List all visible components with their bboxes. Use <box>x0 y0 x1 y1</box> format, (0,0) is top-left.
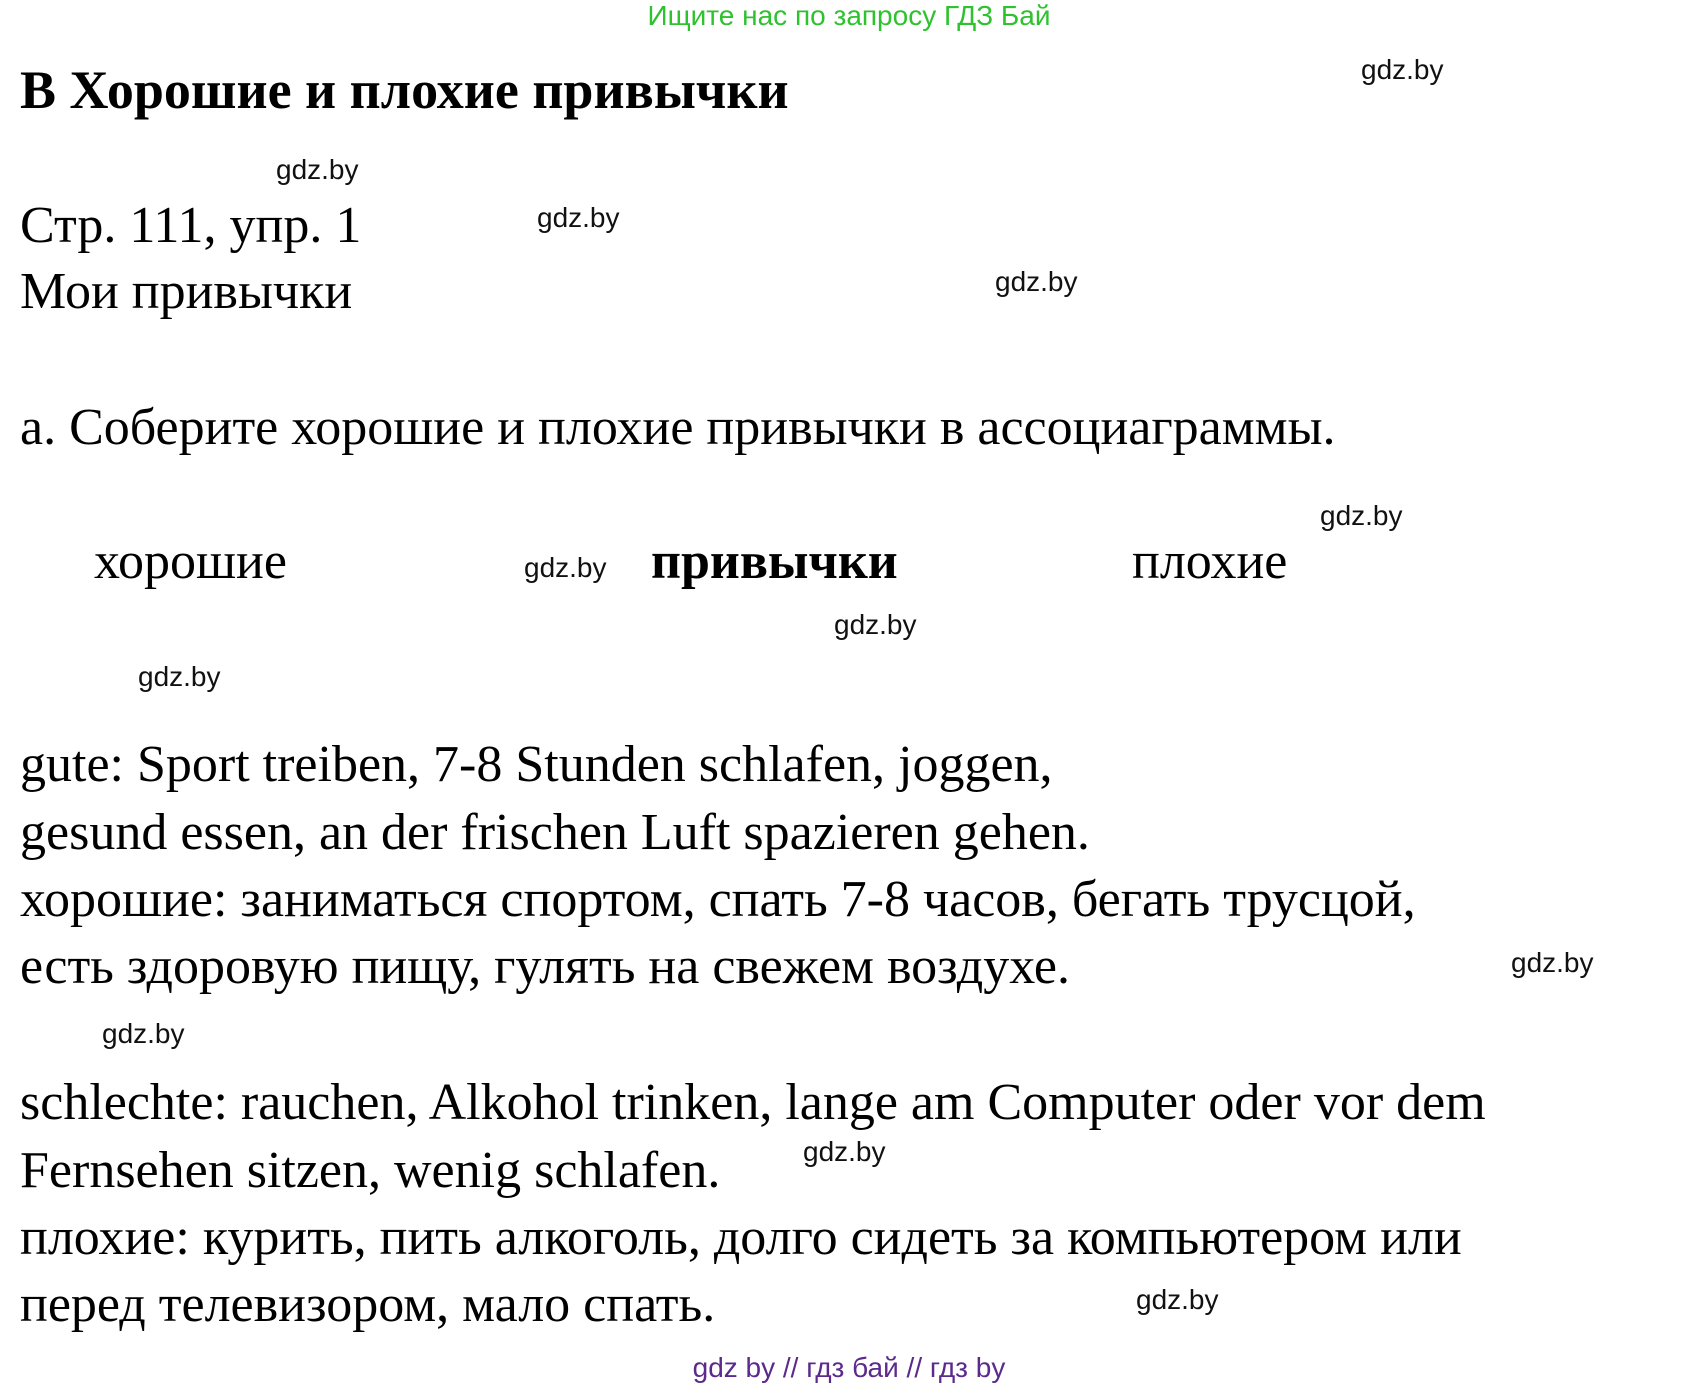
watermark: gdz.by <box>276 154 359 185</box>
watermark: gdz.by <box>524 552 607 583</box>
top-banner: Ищите нас по запросу ГДЗ Бай <box>647 0 1051 31</box>
good-habits-ru-line-1: хорошие: заниматься спортом, спать 7-8 часов, бегать трусцой, <box>20 871 1416 928</box>
assoc-label-good: хорошие <box>94 533 287 590</box>
good-habits-de-line-2: gesund essen, an der frischen Luft spazieren gehen. <box>20 804 1090 861</box>
task-instruction: a. Соберите хорошие и плохие привычки в ассоциаграммы. <box>20 399 1336 456</box>
watermark: gdz.by <box>537 202 620 233</box>
assoc-label-center: привычки <box>651 533 898 590</box>
watermark: gdz.by <box>1511 947 1594 978</box>
bad-habits-ru-line-1: плохие: курить, пить алкоголь, долго сидеть за компьютером или <box>20 1209 1462 1266</box>
watermark: gdz.by <box>1136 1284 1219 1315</box>
watermark: gdz.by <box>834 609 917 640</box>
bad-habits-ru-line-2: перед телевизором, мало спать. <box>20 1276 716 1333</box>
exercise-subtitle: Мои привычки <box>20 263 353 320</box>
bad-habits-de-line-1: schlechte: rauchen, Alkohol trinken, lange am Computer oder vor dem <box>20 1074 1486 1131</box>
good-habits-ru-line-2: есть здоровую пищу, гулять на свежем воздухе. <box>20 938 1071 995</box>
watermark: gdz.by <box>995 266 1078 297</box>
bottom-banner: gdz by // гдз бай // гдз by <box>692 1352 1006 1383</box>
assoc-label-bad: плохие <box>1132 533 1288 590</box>
watermark: gdz.by <box>102 1018 185 1049</box>
page-reference: Стр. 111, упр. 1 <box>20 197 362 254</box>
good-habits-de-line-1: gute: Sport treiben, 7-8 Stunden schlafen, joggen, <box>20 736 1053 793</box>
watermark: gdz.by <box>138 661 221 692</box>
watermark: gdz.by <box>1320 500 1403 531</box>
bad-habits-de-line-2: Fernsehen sitzen, wenig schlafen. <box>20 1142 721 1199</box>
section-title: B Хорошие и плохие привычки <box>20 60 789 120</box>
watermark: gdz.by <box>803 1136 886 1167</box>
watermark: gdz.by <box>1361 54 1444 85</box>
